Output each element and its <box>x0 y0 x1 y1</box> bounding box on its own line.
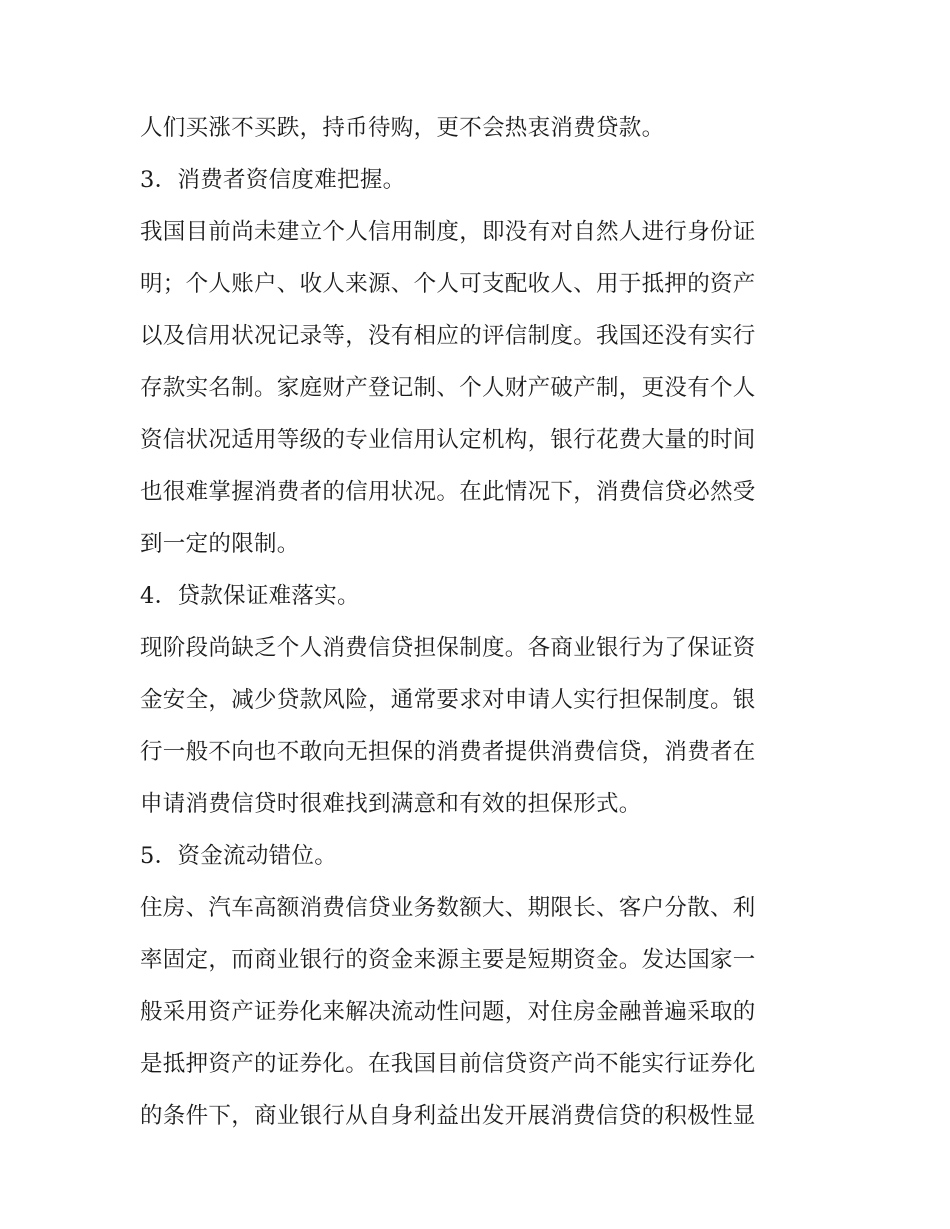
section-heading-5: 5．资金流动错位。 <box>140 843 338 869</box>
text-line-12: 金安全，减少贷款风险，通常要求对申请人实行担保制度。银 <box>140 687 756 713</box>
section-heading-3: 3．消费者资信度难把握。 <box>140 167 406 193</box>
text-line-7: 资信状况适用等级的专业信用认定机构，银行花费大量的时间 <box>140 427 756 453</box>
text-line-16: 住房、汽车高额消费信贷业务数额大、期限长、客户分散、利 <box>140 895 756 921</box>
text-line-6: 存款实名制。家庭财产登记制、个人财产破产制，更没有个人 <box>140 375 756 401</box>
text-line-9: 到一定的限制。 <box>140 531 300 557</box>
text-line-8: 也很难掌握消费者的信用状况。在此情况下，消费信贷必然受 <box>140 479 756 505</box>
text-line-4: 明；个人账户、收人来源、个人可支配收人、用于抵押的资产 <box>140 271 756 297</box>
text-line-14: 申请消费信贷时很难找到满意和有效的担保形式。 <box>140 791 642 817</box>
section-heading-4: 4．贷款保证难落实。 <box>140 583 360 609</box>
text-line-19: 是抵押资产的证券化。在我国目前信贷资产尚不能实行证券化 <box>140 1051 756 1077</box>
text-line-5: 以及信用状况记录等，没有相应的评信制度。我国还没有实行 <box>140 323 756 349</box>
text-line-20: 的条件下，商业银行从自身利益出发开展消费信贷的积极性显 <box>140 1103 756 1129</box>
text-line-3: 我国目前尚未建立个人信用制度，即没有对自然人进行身份证 <box>140 219 756 245</box>
text-line-1: 人们买涨不买跌，持币待购，更不会热衷消费贷款。 <box>140 115 665 141</box>
text-line-17: 率固定，而商业银行的资金来源主要是短期资金。发达国家一 <box>140 947 756 973</box>
text-line-11: 现阶段尚缺乏个人消费信贷担保制度。各商业银行为了保证资 <box>140 635 756 661</box>
text-line-13: 行一般不向也不敢向无担保的消费者提供消费信贷，消费者在 <box>140 739 756 765</box>
text-line-18: 般采用资产证券化来解决流动性问题，对住房金融普遍采取的 <box>140 999 756 1025</box>
